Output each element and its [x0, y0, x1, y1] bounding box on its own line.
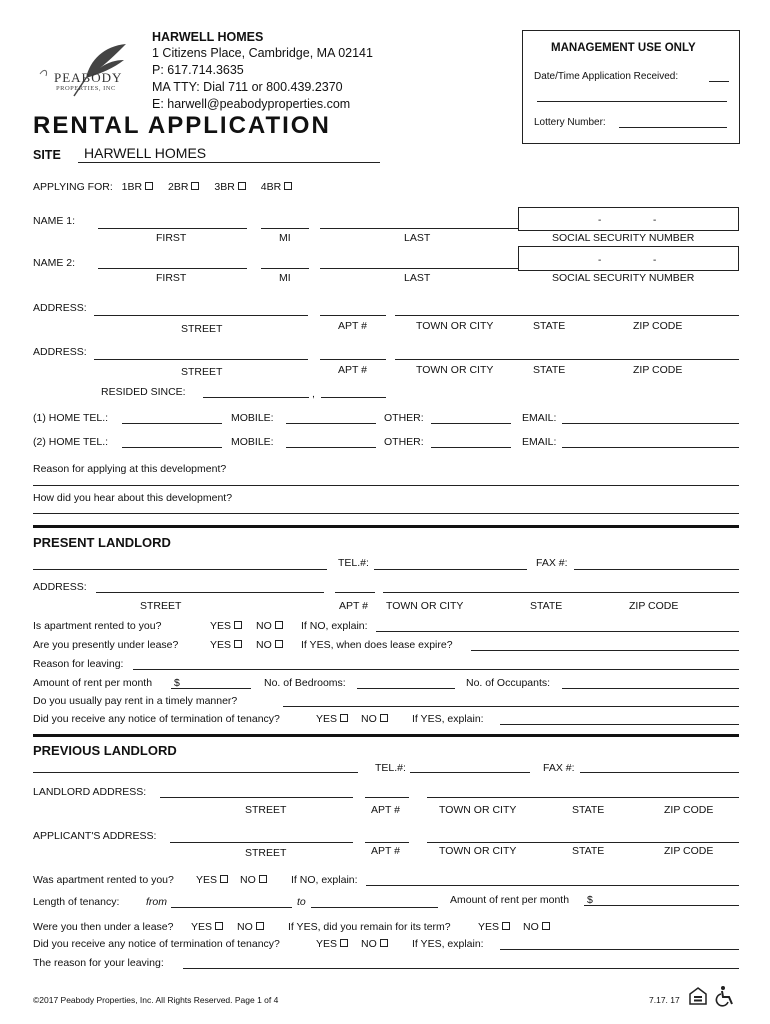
previous-rented-label: Was apartment rented to you?: [33, 874, 174, 886]
name1-ssn-line: [518, 230, 739, 231]
option-3br[interactable]: 3BR: [214, 181, 245, 193]
other-2-label: OTHER:: [384, 436, 424, 448]
option-4br[interactable]: 4BR: [261, 181, 292, 193]
equal-housing-icon: [689, 987, 707, 1008]
name1-last-field[interactable]: [320, 228, 518, 229]
present-address-apt-field[interactable]: [335, 592, 375, 593]
applying-row: [33, 181, 292, 193]
tenancy-to-label: to: [297, 896, 306, 908]
previous-lease-label: Were you then under a lease?: [33, 921, 174, 933]
landlord-address-label: LANDLORD ADDRESS:: [33, 786, 147, 798]
applicant-zip-caption: ZIP CODE: [664, 845, 714, 857]
present-rent-label: Amount of rent per month: [33, 677, 153, 689]
present-lease-no[interactable]: NO: [256, 639, 283, 651]
mobile-1-field[interactable]: [286, 423, 376, 424]
previous-if-no-field[interactable]: [366, 885, 739, 886]
present-landlord-name-field[interactable]: [33, 569, 327, 570]
present-termination-yes-checkbox[interactable]: [340, 714, 348, 722]
footer-copyright: ©2017 Peabody Properties, Inc. All Rights Reserved. Page 1 of 4: [33, 995, 279, 1005]
page-title: RENTAL APPLICATION: [33, 112, 331, 139]
name2-last-caption: LAST: [404, 272, 431, 284]
org-tty: MA TTY: Dial 711 or 800.439.2370: [152, 80, 343, 94]
present-if-no-label: If NO, explain:: [301, 620, 368, 632]
address1-apt-field[interactable]: [320, 315, 386, 316]
tenancy-from-field[interactable]: [171, 907, 292, 908]
name1-ssn-dash-1: -: [598, 215, 602, 226]
remain-term-yes[interactable]: YES: [478, 921, 510, 933]
applicant-town-caption: TOWN OR CITY: [439, 845, 517, 857]
previous-tel-label: TEL.#:: [375, 762, 406, 774]
present-rented-yes[interactable]: YES: [210, 620, 242, 632]
address1-street-field[interactable]: [94, 315, 308, 316]
site-label: SITE: [33, 148, 61, 162]
previous-rented-yes-checkbox[interactable]: [220, 875, 228, 883]
present-bedrooms-label: No. of Bedrooms:: [264, 677, 346, 689]
present-tel-field[interactable]: [374, 569, 527, 570]
name2-ssn-line: [518, 270, 739, 271]
present-termination-yes[interactable]: YES: [316, 713, 348, 725]
name1-ssn-dash-2: -: [653, 215, 657, 226]
present-lease-expire-label: If YES, when does lease expire?: [301, 639, 453, 651]
name2-ssn-dash-1: -: [598, 255, 602, 266]
option-1br[interactable]: 1BR: [122, 181, 153, 193]
mobile-2-label: MOBILE:: [231, 436, 274, 448]
landlord-address-street-field[interactable]: [160, 797, 353, 798]
address2-town-caption: TOWN OR CITY: [416, 364, 494, 376]
present-rented-label: Is apartment rented to you?: [33, 620, 162, 632]
name1-last-caption: LAST: [404, 232, 431, 244]
org-name: HARWELL HOMES: [152, 30, 264, 44]
present-rented-no-checkbox[interactable]: [275, 621, 283, 629]
landlord-street-caption: STREET: [245, 804, 287, 816]
present-reason-leaving-label: Reason for leaving:: [33, 658, 124, 670]
reason-leaving-label: The reason for your leaving:: [33, 957, 164, 969]
email-1-field[interactable]: [562, 423, 739, 424]
name2-label: NAME 2:: [33, 257, 76, 269]
checkbox-3br[interactable]: [238, 182, 246, 190]
previous-lease-yes-checkbox[interactable]: [215, 922, 223, 930]
present-occupants-label: No. of Occupants:: [466, 677, 551, 689]
name2-ssn-dash-2: -: [653, 255, 657, 266]
present-termination-explain-field[interactable]: [500, 724, 739, 725]
previous-rent-label: Amount of rent per month: [450, 894, 570, 906]
present-lease-no-checkbox[interactable]: [275, 640, 283, 648]
name2-mi-field[interactable]: [261, 268, 309, 269]
name2-ssn-box[interactable]: [518, 246, 739, 270]
present-address-rest-field[interactable]: [383, 592, 739, 593]
previous-lease-yes[interactable]: YES: [191, 921, 223, 933]
applicant-address-apt-field[interactable]: [365, 842, 409, 843]
present-rented-no[interactable]: NO: [256, 620, 283, 632]
previous-lease-no-checkbox[interactable]: [256, 922, 264, 930]
previous-rented-no[interactable]: NO: [240, 874, 267, 886]
site-field[interactable]: [78, 162, 380, 163]
section-divider-2: [33, 734, 739, 737]
present-state-caption: STATE: [530, 600, 563, 612]
name1-first-field[interactable]: [98, 228, 247, 229]
address2-zip-caption: ZIP CODE: [633, 364, 683, 376]
name2-first-caption: FIRST: [156, 272, 187, 284]
remain-term-yes-checkbox[interactable]: [502, 922, 510, 930]
previous-termination-explain-label: If YES, explain:: [412, 938, 484, 950]
address1-state-caption: STATE: [533, 320, 566, 332]
previous-rent-dollar: $: [587, 894, 593, 906]
email-1-label: EMAIL:: [522, 412, 557, 424]
name2-first-field[interactable]: [98, 268, 247, 269]
received-field[interactable]: [709, 81, 729, 82]
present-street-caption: STREET: [140, 600, 182, 612]
logo-subtitle: PROPERTIES, INC: [56, 85, 116, 92]
management-box: [522, 30, 740, 144]
how-heard-label: How did you hear about this development?: [33, 492, 233, 504]
present-occupants-field[interactable]: [562, 688, 739, 689]
lottery-label: Lottery Number:: [534, 117, 606, 128]
mobile-2-field[interactable]: [286, 447, 376, 448]
tenancy-from-label: from: [146, 896, 167, 908]
name2-mi-caption: MI: [279, 272, 291, 284]
remain-term-label: If YES, did you remain for its term?: [288, 921, 451, 933]
present-rented-yes-checkbox[interactable]: [234, 621, 242, 629]
address1-zip-caption: ZIP CODE: [633, 320, 683, 332]
previous-termination-explain-field[interactable]: [500, 949, 739, 950]
received-label: Date/Time Application Received:: [534, 71, 679, 82]
applicant-address-street-field[interactable]: [170, 842, 353, 843]
address2-apt-field[interactable]: [320, 359, 386, 360]
org-email: E: harwell@peabodyproperties.com: [152, 97, 351, 111]
reason-leaving-field[interactable]: [183, 968, 739, 969]
previous-termination-yes-checkbox[interactable]: [340, 939, 348, 947]
previous-tel-field[interactable]: [410, 772, 530, 773]
home-tel-1-field[interactable]: [122, 423, 222, 424]
name1-mi-field[interactable]: [261, 228, 309, 229]
name2-ssn-caption: SOCIAL SECURITY NUMBER: [552, 272, 695, 284]
present-lease-yes-checkbox[interactable]: [234, 640, 242, 648]
email-2-field[interactable]: [562, 447, 739, 448]
address2-state-caption: STATE: [533, 364, 566, 376]
applicant-state-caption: STATE: [572, 845, 605, 857]
reason-applying-label: Reason for applying at this development?: [33, 463, 227, 475]
present-address-street-field[interactable]: [96, 592, 324, 593]
applicant-apt-caption: APT #: [371, 845, 400, 857]
applicant-address-label: APPLICANT'S ADDRESS:: [33, 830, 157, 842]
tenancy-to-field[interactable]: [311, 907, 438, 908]
received-field-2[interactable]: [537, 101, 727, 102]
present-termination-explain-label: If YES, explain:: [412, 713, 484, 725]
name1-label: NAME 1:: [33, 215, 76, 227]
present-termination-label: Did you receive any notice of termination of tenancy?: [33, 713, 280, 725]
present-address-label: ADDRESS:: [33, 581, 87, 593]
management-title: MANAGEMENT USE ONLY: [551, 42, 696, 54]
present-fax-field[interactable]: [574, 569, 739, 570]
logo-name: PEABODY: [54, 70, 123, 85]
checkbox-2br[interactable]: [191, 182, 199, 190]
name1-mi-caption: MI: [279, 232, 291, 244]
address2-street-caption: STREET: [181, 366, 223, 378]
applicant-street-caption: STREET: [245, 847, 287, 859]
present-lease-label: Are you presently under lease?: [33, 639, 179, 651]
present-lease-yes[interactable]: YES: [210, 639, 242, 651]
previous-landlord-title: PREVIOUS LANDLORD: [33, 743, 177, 758]
accessibility-icon: [714, 985, 736, 1010]
mobile-1-label: MOBILE:: [231, 412, 274, 424]
org-phone: P: 617.714.3635: [152, 63, 244, 77]
other-1-field[interactable]: [431, 423, 511, 424]
landlord-address-rest-field[interactable]: [427, 797, 739, 798]
resided-since-label: RESIDED SINCE:: [101, 386, 186, 398]
lottery-field[interactable]: [619, 127, 727, 128]
section-divider: [33, 525, 739, 528]
present-lease-expire-field[interactable]: [471, 650, 739, 651]
address1-rest-field[interactable]: [395, 315, 739, 316]
checkbox-1br[interactable]: [145, 182, 153, 190]
remain-term-no-checkbox[interactable]: [542, 922, 550, 930]
previous-termination-label: Did you receive any notice of termination of tenancy?: [33, 938, 280, 950]
present-termination-no[interactable]: NO: [361, 713, 388, 725]
previous-termination-no[interactable]: NO: [361, 938, 388, 950]
previous-rented-no-checkbox[interactable]: [259, 875, 267, 883]
previous-rented-yes[interactable]: YES: [196, 874, 228, 886]
present-tel-label: TEL.#:: [338, 557, 369, 569]
org-address: 1 Citizens Place, Cambridge, MA 02141: [152, 46, 373, 60]
previous-termination-yes[interactable]: YES: [316, 938, 348, 950]
address2-street-field[interactable]: [94, 359, 308, 360]
present-timely-field[interactable]: [283, 706, 739, 707]
other-1-label: OTHER:: [384, 412, 424, 424]
landlord-address-apt-field[interactable]: [365, 797, 409, 798]
previous-fax-label: FAX #:: [543, 762, 575, 774]
name2-last-field[interactable]: [320, 268, 518, 269]
present-rent-field[interactable]: [171, 688, 251, 689]
present-fax-label: FAX #:: [536, 557, 568, 569]
name1-first-caption: FIRST: [156, 232, 187, 244]
checkbox-4br[interactable]: [284, 182, 292, 190]
site-value[interactable]: HARWELL HOMES: [84, 145, 207, 161]
present-zip-caption: ZIP CODE: [629, 600, 679, 612]
present-apt-caption: APT #: [339, 600, 368, 612]
home-tel-2-field[interactable]: [122, 447, 222, 448]
previous-if-no-label: If NO, explain:: [291, 874, 358, 886]
company-logo: [34, 38, 144, 100]
address1-label: ADDRESS:: [33, 302, 87, 314]
present-reason-leaving-field[interactable]: [133, 669, 739, 670]
present-timely-label: Do you usually pay rent in a timely manner?: [33, 695, 238, 707]
resided-since-field-2[interactable]: [321, 397, 386, 398]
landlord-apt-caption: APT #: [371, 804, 400, 816]
address1-apt-caption: APT #: [338, 320, 367, 332]
applying-label: APPLYING FOR:: [33, 181, 113, 193]
name1-ssn-box[interactable]: [518, 207, 739, 231]
present-termination-no-checkbox[interactable]: [380, 714, 388, 722]
other-2-field[interactable]: [431, 447, 511, 448]
home-tel-1-label: (1) HOME TEL.:: [33, 412, 109, 424]
option-2br[interactable]: 2BR: [168, 181, 199, 193]
landlord-town-caption: TOWN OR CITY: [439, 804, 517, 816]
resided-comma: ,: [312, 388, 315, 400]
present-bedrooms-field[interactable]: [357, 688, 455, 689]
name1-ssn-caption: SOCIAL SECURITY NUMBER: [552, 232, 695, 244]
resided-since-field-1[interactable]: [203, 397, 309, 398]
previous-rent-field[interactable]: [584, 905, 739, 906]
email-2-label: EMAIL:: [522, 436, 557, 448]
previous-fax-field[interactable]: [580, 772, 739, 773]
address1-town-caption: TOWN OR CITY: [416, 320, 494, 332]
applicant-address-rest-field[interactable]: [427, 842, 739, 843]
previous-termination-no-checkbox[interactable]: [380, 939, 388, 947]
address2-rest-field[interactable]: [395, 359, 739, 360]
address1-street-caption: STREET: [181, 323, 223, 335]
present-if-no-field[interactable]: [376, 631, 739, 632]
tenancy-length-label: Length of tenancy:: [33, 896, 120, 908]
present-landlord-title: PRESENT LANDLORD: [33, 535, 171, 550]
remain-term-no[interactable]: NO: [523, 921, 550, 933]
landlord-state-caption: STATE: [572, 804, 605, 816]
address2-apt-caption: APT #: [338, 364, 367, 376]
address2-label: ADDRESS:: [33, 346, 87, 358]
previous-lease-no[interactable]: NO: [237, 921, 264, 933]
present-town-caption: TOWN OR CITY: [386, 600, 464, 612]
reason-applying-field[interactable]: [33, 485, 739, 486]
how-heard-field[interactable]: [33, 513, 739, 514]
present-rent-dollar: $: [174, 677, 180, 689]
landlord-zip-caption: ZIP CODE: [664, 804, 714, 816]
home-tel-2-label: (2) HOME TEL.:: [33, 436, 109, 448]
previous-landlord-name-field[interactable]: [33, 772, 358, 773]
footer-version: 7.17. 17: [649, 995, 680, 1005]
